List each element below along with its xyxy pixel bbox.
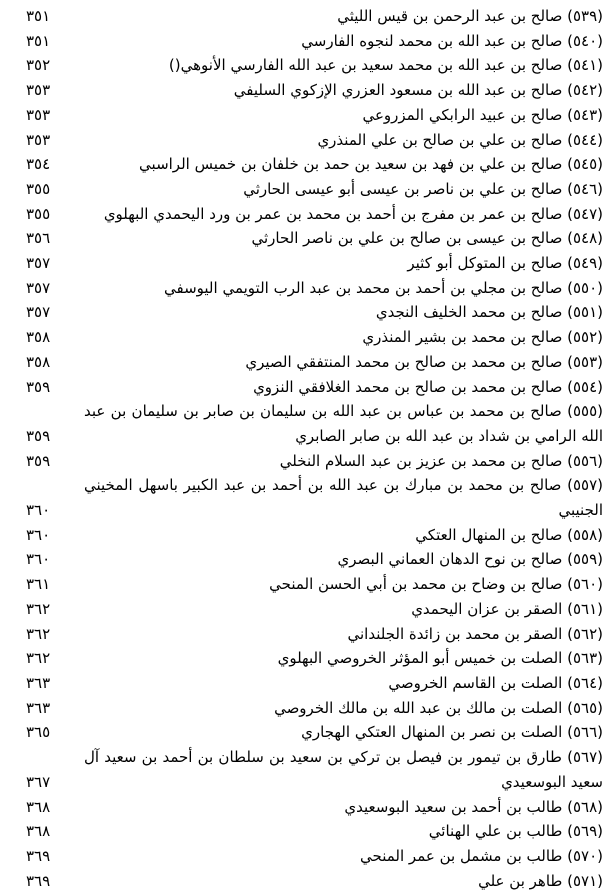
- index-entry: [26, 300, 603, 325]
- entry-text: (٥٧٠) طالب بن مشمل بن عمر المنحي: [360, 846, 603, 865]
- entry-text: (٥٤٩) صالح بن المتوكل أبو كثير: [407, 254, 603, 273]
- index-entry: [26, 795, 603, 820]
- entry-text: (٥٦١) الصقر بن عزان اليحمدي: [411, 599, 603, 618]
- entry-page-number: ٣٥٧: [26, 303, 51, 322]
- index-entry: [26, 844, 603, 869]
- entry-text: (٥٣٩) صالح بن عبد الرحمن بن قيس الليثي: [337, 7, 603, 25]
- index-entry: [26, 202, 603, 227]
- entry-text: (٥٥٨) صالح بن المنهال العتكي: [415, 525, 603, 544]
- entry-page-number: ٣٦٥: [26, 723, 51, 742]
- index-entry: [26, 4, 603, 29]
- index-entry: [26, 671, 603, 696]
- entry-text: (٥٦٥) الصلت بن مالك بن عبد الله بن مالك الخروصي: [274, 698, 603, 717]
- index-entry: [26, 29, 603, 54]
- index-entry: [26, 597, 603, 622]
- entry-page-number: ٣٦٠: [26, 550, 51, 569]
- entry-text: (٥٤٠) صالح بن عبد الله بن محمد لنجوه الفارسي: [301, 31, 603, 50]
- entry-text: (٥٦٨) طالب بن أحمد بن سعيد البوسعيدي: [344, 797, 603, 816]
- index-entry: [26, 473, 603, 522]
- entry-text: (٥٧١) طاهر بن علي: [478, 871, 603, 890]
- entry-page-number: ٣٥٧: [26, 254, 51, 273]
- index-entry: [26, 622, 603, 647]
- entry-page-number: ٣٦٣: [26, 673, 51, 692]
- entry-text: (٥٥٩) صالح بن نوح الدهان العماني البصري: [337, 550, 603, 569]
- index-entry: [26, 449, 603, 474]
- entry-page-number: ٣٦١: [26, 575, 51, 594]
- index-entry: [26, 128, 603, 153]
- entry-page-number: ٣٥٣: [26, 81, 51, 100]
- entry-page-number: ٣٥٦: [26, 229, 51, 248]
- index-entry: [26, 399, 603, 448]
- entry-page-number: ٣٥٥: [26, 204, 51, 223]
- entry-text: (٥٥٣) صالح بن محمد بن صالح بن محمد المنتفقي الصيري: [245, 352, 603, 371]
- index-entry: [26, 325, 603, 350]
- index-entry: [26, 572, 603, 597]
- index-entry: [26, 869, 603, 893]
- entry-text: (٥٥٦) صالح بن محمد بن عزيز بن عبد السلام النخلي: [279, 451, 603, 470]
- entry-page-number: ٣٥٣: [26, 130, 51, 149]
- entry-text: (٥٤٢) صالح بن عبد الله بن مسعود العزري الإزكوي السليفي: [233, 81, 603, 100]
- index-entry: [26, 350, 603, 375]
- entry-page-number: ٣٦٢: [26, 599, 51, 618]
- entry-text: (٥٤٧) صالح بن عمر بن مفرج بن أحمد بن محمد بن عمر بن ورد اليحمدي البهلوي: [103, 204, 603, 223]
- entry-page-number: ٣٦٨: [26, 822, 51, 841]
- entry-text: (٥٤٤) صالح بن علي بن صالح بن علي المنذري: [317, 130, 603, 149]
- entry-text: (٥٥٧) صالح بن محمد بن مبارك بن عبد الله بن أحمد بن عبد الكبير باسهل المخيني الجنيبي: [84, 476, 603, 520]
- index-entry: [26, 523, 603, 548]
- entry-text: (٥٤٣) صالح بن عبيد الرابكي المزروعي: [362, 105, 603, 124]
- entry-page-number: ٣٥٣: [26, 105, 51, 124]
- index-entry: [26, 226, 603, 251]
- entry-page-number: ٣٥٢: [26, 56, 51, 75]
- entry-text: (٥٦٤) الصلت بن القاسم الخروصي: [388, 673, 603, 692]
- entry-text: (٥٤٦) صالح بن علي بن ناصر بن عيسى أبو عيسى الحارثي: [243, 179, 603, 198]
- index-entry: [26, 53, 603, 78]
- entry-page-number: ٣٦٩: [26, 871, 51, 890]
- entry-page-number: ٣٥٩: [26, 426, 51, 445]
- entry-text: (٥٦٠) صالح بن وضاح بن محمد بن أبي الحسن المنحي: [269, 575, 603, 594]
- entry-text: (٥٤٥) صالح بن علي بن فهد بن سعيد بن حمد بن خلفان بن خميس الراسبي: [139, 155, 603, 174]
- entry-text: (٥٥٠) صالح بن مجلي بن أحمد بن محمد بن عبد الرب التويمي اليوسفي: [164, 278, 603, 297]
- entry-page-number: ٣٥٨: [26, 352, 51, 371]
- entry-text: (٥٦٧) طارق بن تيمور بن فيصل بن تركي بن سعيد بن سلطان بن أحمد بن سعيد آل سعيد البوسعيدي: [84, 748, 603, 791]
- index-entry: [26, 745, 603, 794]
- entry-page-number: ٣٦٩: [26, 846, 51, 865]
- entry-text: (٥٥٥) صالح بن محمد بن عباس بن عبد الله بن سليمان بن صابر بن سليمان بن عبد الله الرامي بن شداد بن عبد الله بن صابر الصابري: [84, 402, 603, 445]
- entry-page-number: ٣٦٨: [26, 797, 51, 816]
- entry-page-number: ٣٦٢: [26, 649, 51, 668]
- entry-page-number: ٣٥٩: [26, 451, 51, 470]
- index-entry: [26, 103, 603, 128]
- entry-page-number: ٣٥٩: [26, 377, 51, 396]
- entry-page-number: ٣٦٢: [26, 624, 51, 643]
- entry-page-number: ٣٥٤: [26, 155, 51, 174]
- index-entry: [26, 152, 603, 177]
- index-entry: [26, 547, 603, 572]
- entry-text: (٥٥١) صالح بن محمد الخليف النجدي: [375, 303, 603, 322]
- entry-text: (٥٦٢) الصقر بن محمد بن زائدة الجلنداني: [347, 624, 603, 643]
- index-entry: [26, 78, 603, 103]
- entry-page-number: ٣٦٧: [26, 772, 51, 791]
- entry-page-number: ٣٥١: [26, 7, 51, 25]
- entry-page-number: ٣٦٠: [26, 501, 51, 520]
- index-list: [26, 4, 603, 893]
- index-entry: [26, 720, 603, 745]
- entry-text: (٥٥٤) صالح بن محمد بن صالح بن محمد الغلافقي النزوي: [253, 377, 603, 396]
- index-entry: [26, 646, 603, 671]
- index-entry: [26, 819, 603, 844]
- entry-text: (٥٦٣) الصلت بن خميس أبو المؤثر الخروصي البهلوي: [277, 649, 603, 668]
- entry-page-number: ٣٥٨: [26, 328, 51, 347]
- entry-text: (٥٤١) صالح بن عبد الله بن محمد سعيد بن عبد الله الفارسي الأنوهي(): [168, 56, 603, 75]
- entry-page-number: ٣٥١: [26, 31, 51, 50]
- entry-page-number: ٣٦٠: [26, 525, 51, 544]
- entry-text: (٥٦٩) طالب بن علي الهنائي: [428, 822, 603, 841]
- index-entry: [26, 696, 603, 721]
- entry-page-number: ٣٥٧: [26, 278, 51, 297]
- index-entry: [26, 375, 603, 400]
- entry-page-number: ٣٦٣: [26, 698, 51, 717]
- entry-text: (٥٦٦) الصلت بن نصر بن المنهال العتكي الهجاري: [301, 723, 603, 742]
- entry-page-number: ٣٥٥: [26, 179, 51, 198]
- entry-text: (٥٤٨) صالح بن عيسى بن صالح بن علي بن ناصر الحارثي: [251, 229, 603, 248]
- index-entry: [26, 276, 603, 301]
- entry-text: (٥٥٢) صالح بن محمد بن بشير المنذري: [362, 328, 603, 347]
- index-entry: [26, 251, 603, 276]
- index-entry: [26, 177, 603, 202]
